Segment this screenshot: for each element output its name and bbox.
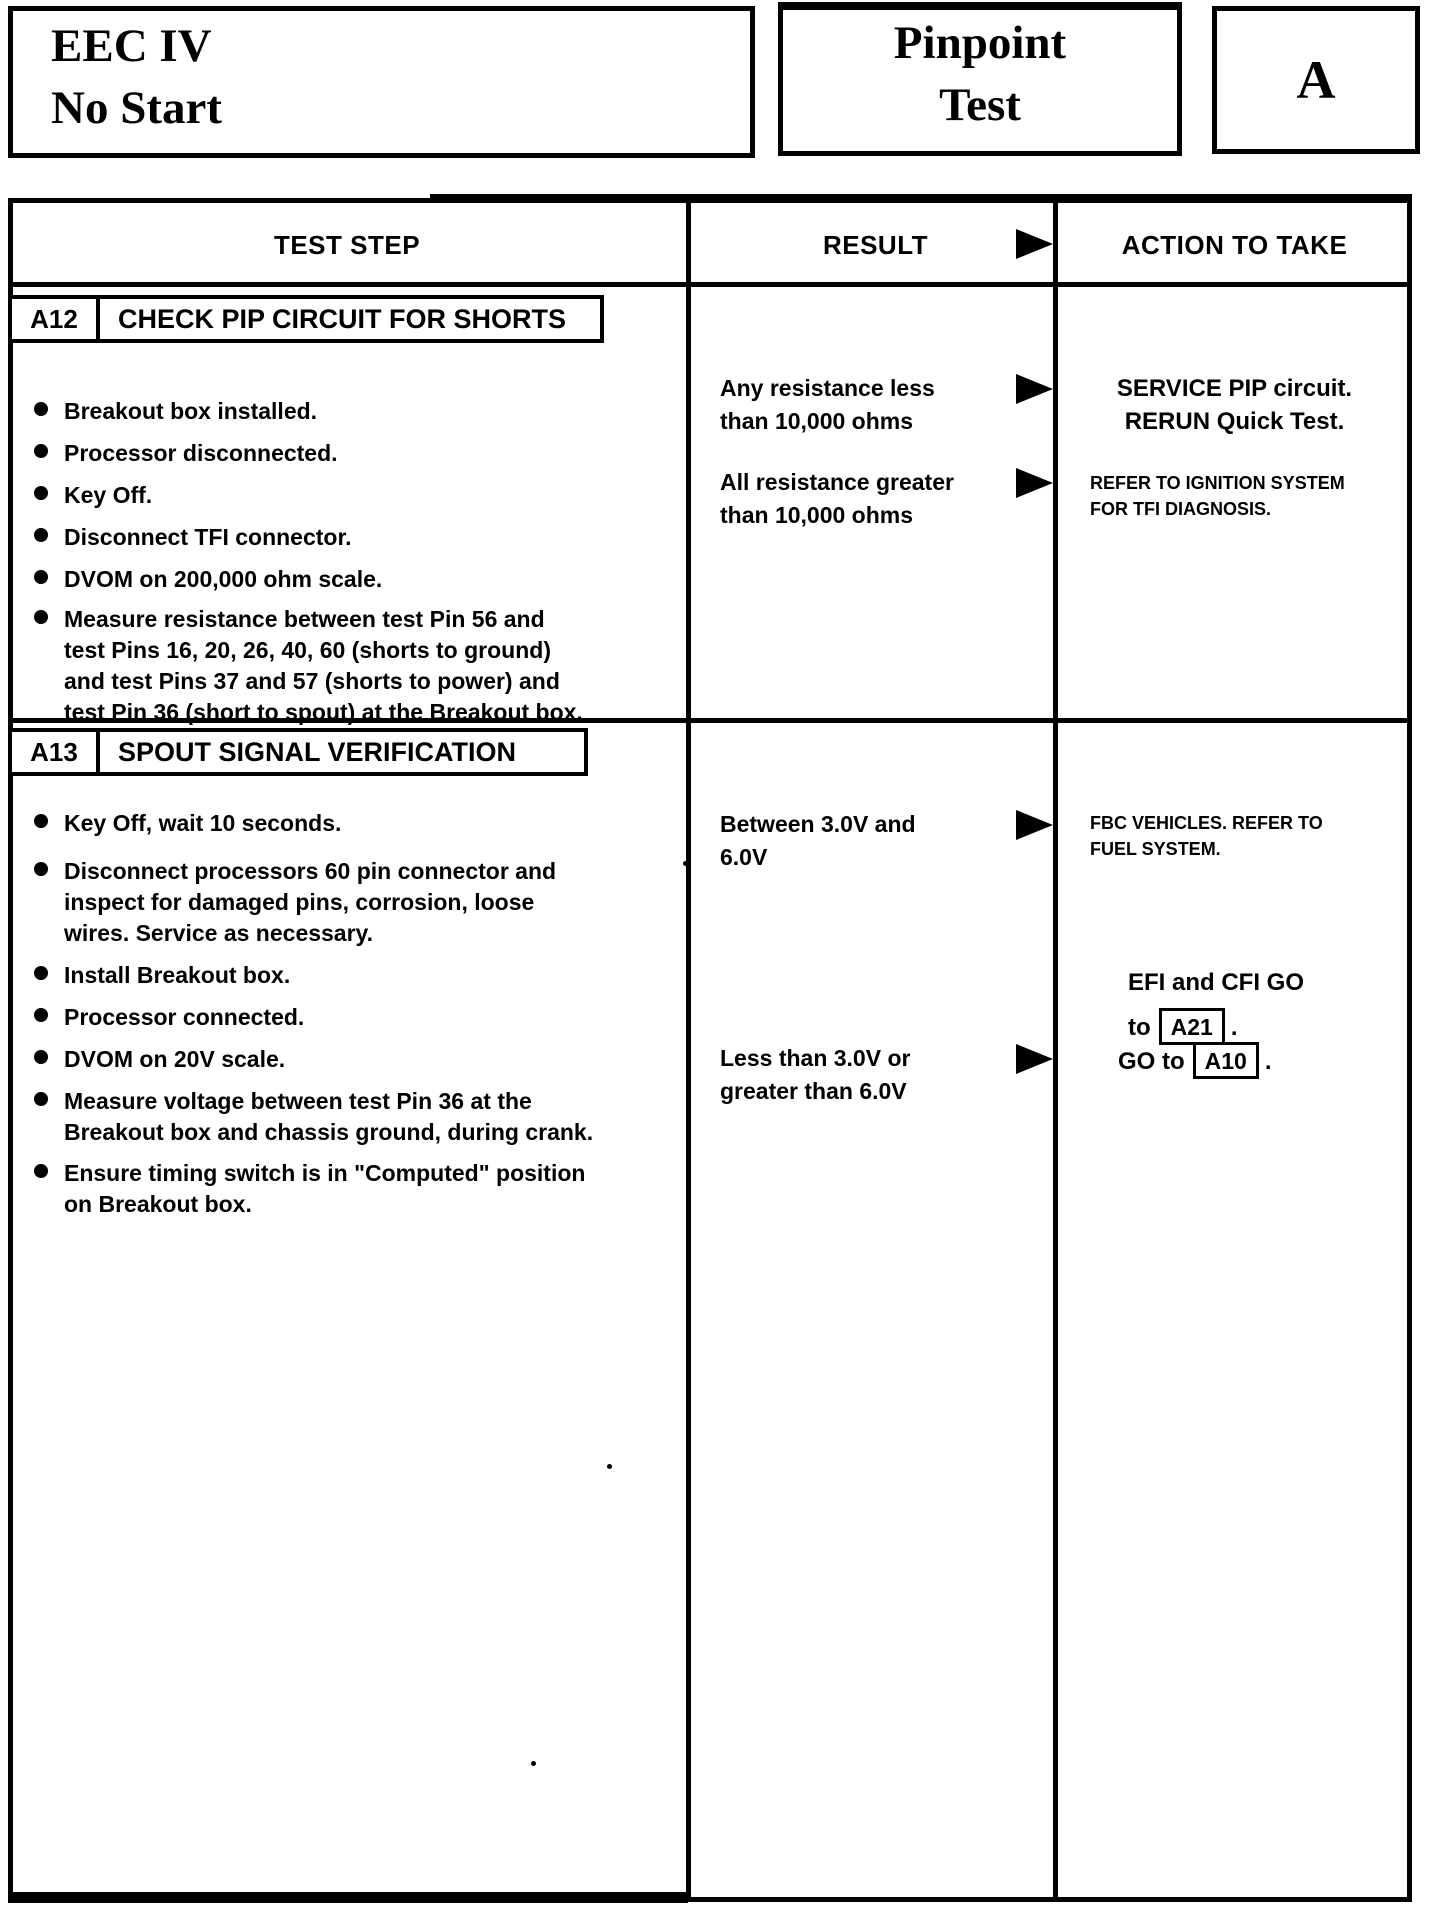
bullet-icon xyxy=(34,1092,48,1106)
pinpoint-ref-a21: A21 xyxy=(1159,1008,1225,1045)
a13-step-6-line2: Breakout box and chassis ground, during crank. xyxy=(64,1119,594,1145)
a13-title: SPOUT SIGNAL VERIFICATION xyxy=(118,736,517,767)
test-letter-box xyxy=(1212,6,1420,154)
a13-step-5-text: DVOM on 20V scale. xyxy=(64,1046,286,1072)
a13-result-2-line1: Less than 3.0V or xyxy=(720,1045,911,1071)
a13-result-1 xyxy=(720,808,916,874)
a12-step-1-text: Breakout box installed. xyxy=(64,398,318,424)
bullet-icon xyxy=(34,1008,48,1022)
a12-step-6-line1: Measure resistance between test Pin 56 and xyxy=(64,606,545,632)
a13-step-6 xyxy=(64,1086,593,1148)
a12-result-2 xyxy=(720,466,954,532)
a12-action-1-line2: RERUN Quick Test. xyxy=(1124,408,1345,435)
a13-step-2-line1: Disconnect processors 60 pin connector and xyxy=(64,858,557,884)
scan-speck xyxy=(607,1464,612,1469)
a12-step-1 xyxy=(64,396,317,427)
a12-label-box xyxy=(8,295,100,343)
bullet-icon xyxy=(34,966,48,980)
a13-label: A13 xyxy=(30,736,78,767)
a12-label: A12 xyxy=(30,303,78,334)
a12-step-4-text: Disconnect TFI connector. xyxy=(64,524,352,550)
a13-action-3-pre: GO to xyxy=(1118,1048,1185,1075)
system-title-line2: No Start xyxy=(51,82,222,134)
a12-step-6-line4: test Pin 36 (short to spout) at the Breakout box. xyxy=(64,699,583,725)
bullet-icon xyxy=(34,444,48,458)
a13-result-1-line2: 6.0V xyxy=(720,844,768,870)
result-arrow-icon xyxy=(1016,468,1053,498)
scan-speck xyxy=(683,861,688,866)
a13-action-1-line2: FUEL SYSTEM. xyxy=(1090,839,1221,859)
col-header-test-step: TEST STEP xyxy=(273,230,421,260)
a12-result-1-line2: than 10,000 ohms xyxy=(720,408,914,434)
a12-title: CHECK PIP CIRCUIT FOR SHORTS xyxy=(118,303,567,334)
a13-step-3 xyxy=(64,960,290,991)
system-title-box xyxy=(8,6,755,158)
a12-action-1 xyxy=(1057,372,1412,438)
test-letter: A xyxy=(1296,50,1336,110)
bullet-icon xyxy=(34,1164,48,1178)
a13-action-efi-post: . xyxy=(1230,1014,1238,1041)
a12-action-1-line1: SERVICE PIP circuit. xyxy=(1116,375,1353,402)
bullet-icon xyxy=(34,570,48,584)
a13-title-box xyxy=(96,728,588,776)
a13-step-2-line3: wires. Service as necessary. xyxy=(64,920,374,946)
doc-type-line2: Test xyxy=(939,79,1021,131)
a12-step-6-line3: and test Pins 37 and 57 (shorts to power) and xyxy=(64,668,560,694)
a13-step-1 xyxy=(64,808,341,839)
doc-type-line1: Pinpoint xyxy=(893,17,1067,69)
a13-action-1-line1: FBC VEHICLES. REFER TO xyxy=(1090,813,1323,833)
a13-action-efi-line2 xyxy=(1128,1008,1238,1045)
bullet-icon xyxy=(34,814,48,828)
a13-action-3-post: . xyxy=(1264,1048,1272,1075)
a13-step-3-text: Install Breakout box. xyxy=(64,962,291,988)
a13-action-efi-line1: EFI and CFI GO xyxy=(1128,969,1305,996)
header-row-bottom-border xyxy=(8,282,1412,287)
a12-result-2-line2: than 10,000 ohms xyxy=(720,502,914,528)
a12-step-5 xyxy=(64,564,382,595)
bullet-icon xyxy=(34,486,48,500)
scan-speck xyxy=(531,1761,536,1766)
a13-result-1-line1: Between 3.0V and xyxy=(720,811,916,837)
a12-title-box xyxy=(96,295,604,343)
table-bottom-border-thick-segment xyxy=(8,1892,688,1903)
a13-action-efi-pre: to xyxy=(1128,1014,1151,1041)
system-title-line1: EEC IV xyxy=(51,20,212,72)
a12-step-3-text: Key Off. xyxy=(64,482,153,508)
result-arrow-icon xyxy=(1016,1044,1053,1074)
a13-action-1 xyxy=(1090,810,1323,862)
bullet-icon xyxy=(34,610,48,624)
header-arrow-icon xyxy=(1016,229,1053,259)
a12-step-2-text: Processor disconnected. xyxy=(64,440,338,466)
col-header-action: ACTION TO TAKE xyxy=(1121,230,1348,260)
a12-result-2-line1: All resistance greater xyxy=(720,469,954,495)
a13-result-2-line2: greater than 6.0V xyxy=(720,1078,907,1104)
a12-step-6 xyxy=(64,604,583,728)
column-divider-1 xyxy=(686,198,691,1902)
bullet-icon xyxy=(34,528,48,542)
a12-step-5-text: DVOM on 200,000 ohm scale. xyxy=(64,566,383,592)
a13-action-3 xyxy=(1118,1042,1272,1079)
a12-action-2-line2: FOR TFI DIAGNOSIS. xyxy=(1090,499,1272,519)
a13-step-7 xyxy=(64,1158,585,1220)
pinpoint-test-box xyxy=(778,2,1182,156)
a13-result-2 xyxy=(720,1042,910,1108)
a13-step-4-text: Processor connected. xyxy=(64,1004,305,1030)
a12-action-2 xyxy=(1090,470,1345,522)
a13-label-box xyxy=(8,728,100,776)
result-arrow-icon xyxy=(1016,810,1053,840)
a12-step-4 xyxy=(64,522,352,553)
a13-step-2 xyxy=(64,856,556,949)
a13-step-7-line1: Ensure timing switch is in "Computed" position xyxy=(64,1160,586,1186)
table-top-border-thick-segment xyxy=(430,194,1412,202)
a13-step-2-line2: inspect for damaged pins, corrosion, loose xyxy=(64,889,535,915)
a12-action-2-line1: REFER TO IGNITION SYSTEM xyxy=(1090,473,1345,493)
a13-step-1-text: Key Off, wait 10 seconds. xyxy=(64,810,342,836)
a12-result-1 xyxy=(720,372,935,438)
bullet-icon xyxy=(34,862,48,876)
a13-step-6-line1: Measure voltage between test Pin 36 at the xyxy=(64,1088,532,1114)
a13-step-5 xyxy=(64,1044,285,1075)
col-header-result: RESULT xyxy=(822,230,929,260)
bullet-icon xyxy=(34,402,48,416)
a13-step-7-line2: on Breakout box. xyxy=(64,1191,252,1217)
bullet-icon xyxy=(34,1050,48,1064)
a12-step-2 xyxy=(64,438,338,469)
pinpoint-ref-a10: A10 xyxy=(1193,1042,1259,1079)
a13-step-4 xyxy=(64,1002,304,1033)
a12-result-1-line1: Any resistance less xyxy=(720,375,935,401)
a12-step-3 xyxy=(64,480,152,511)
a12-step-6-line2: test Pins 16, 20, 26, 40, 60 (shorts to ground) xyxy=(64,637,551,663)
result-arrow-icon xyxy=(1016,374,1053,404)
column-divider-2 xyxy=(1053,198,1058,1902)
